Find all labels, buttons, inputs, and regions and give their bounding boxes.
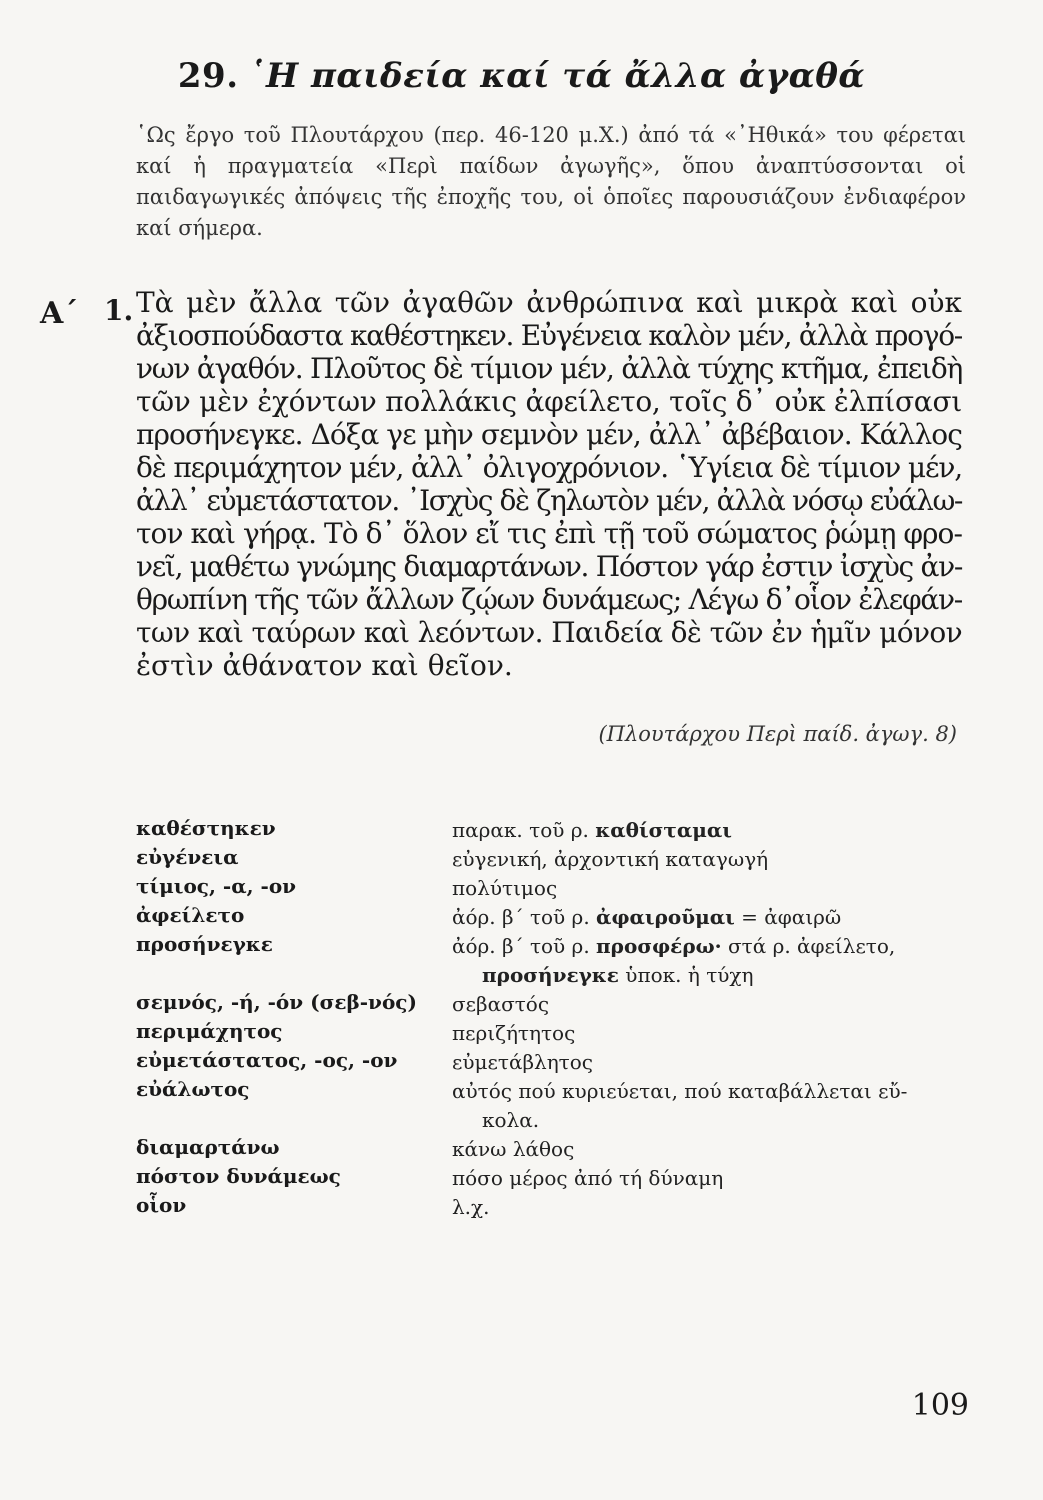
- glossary-definition: εὐμετάβλητος: [452, 1050, 593, 1074]
- text-line: Τὰ μὲν ἄλλα τῶν ἀγαθῶν ἀνθρώπινα καὶ μικρὰ καὶ οὐκ: [136, 286, 962, 319]
- text-line: θρωπίνη τῆς τῶν ἄλλων ζῴων δυνάμεως; Λέγω δ᾿οἷον ἐλεφάν-: [136, 583, 962, 616]
- glossary-definition: ἀόρ. β΄ τοῦ ρ. προσφέρω· στά ρ. ἀφείλετο, προσήνεγκε ὑποκ. ἡ τύχη: [452, 934, 896, 987]
- page-number: 109: [911, 1388, 969, 1423]
- verse-number: 1.: [104, 294, 134, 327]
- text-line: ἀξιοσπούδαστα καθέστηκεν. Εὐγένεια καλὸν μέν, ἀλλὰ προγό-: [136, 319, 962, 352]
- glossary-definition: πολύτιμος: [452, 876, 558, 900]
- chapter-title: [0, 56, 1043, 96]
- text-line: τον καὶ γήρᾳ. Τὸ δ᾿ ὅλον εἴ τις ἐπὶ τῇ τοῦ σώματος ῥώμῃ φρο-: [136, 517, 962, 550]
- glossary-term: οἷον: [136, 1193, 187, 1217]
- glossary-row: [136, 1193, 976, 1222]
- chapter-number: 29.: [177, 56, 239, 96]
- section-mark: Α΄: [40, 296, 79, 331]
- glossary-definition: περιζήτητος: [452, 1021, 576, 1045]
- glossary-row: [136, 932, 976, 990]
- glossary-definition: πόσο μέρος ἀπό τή δύναμη: [452, 1166, 724, 1190]
- glossary-row: [136, 1135, 976, 1164]
- glossary-term: τίμιος, -α, -ον: [136, 874, 297, 898]
- glossary-definition: αὐτός πού κυριεύεται, πού καταβάλλεται εὔ- κολα.: [452, 1079, 908, 1132]
- source-citation: (Πλουτάρχου Περὶ παίδ. ἀγωγ. 8): [598, 722, 957, 746]
- glossary-row: [136, 1077, 976, 1135]
- text-line: προσήνεγκε. Δόξα γε μὴν σεμνὸν μέν, ἀλλ᾿ ἀβέβαιον. Κάλλος: [136, 418, 962, 451]
- glossary-term: εὐάλωτος: [136, 1077, 250, 1101]
- glossary-definition: σεβαστός: [452, 992, 550, 1016]
- glossary-row: [136, 1048, 976, 1077]
- glossary-term: σεμνός, -ή, -όν (σεβ-νός): [136, 990, 417, 1014]
- glossary-row: [136, 874, 976, 903]
- glossary-row: [136, 816, 976, 845]
- glossary-row: [136, 1019, 976, 1048]
- greek-text: [136, 286, 962, 682]
- glossary-term: διαμαρτάνω: [136, 1135, 280, 1159]
- text-line: νων ἀγαθόν. Πλοῦτος δὲ τίμιον μέν, ἀλλὰ τύχης κτῆμα, ἐπειδὴ: [136, 352, 962, 385]
- glossary-term: εὐγένεια: [136, 845, 239, 869]
- text-line: των καὶ ταύρων καὶ λεόντων. Παιδεία δὲ τῶν ἐν ἡμῖν μόνον: [136, 616, 962, 649]
- glossary-row: [136, 990, 976, 1019]
- glossary: [136, 816, 976, 1222]
- glossary-definition: παρακ. τοῦ ρ. καθίσταμαι: [452, 818, 732, 842]
- glossary-row: [136, 903, 976, 932]
- glossary-term: καθέστηκεν: [136, 816, 276, 840]
- glossary-definition: κάνω λάθος: [452, 1137, 575, 1161]
- text-line: ἐστὶν ἀθάνατον καὶ θεῖον.: [136, 649, 513, 682]
- glossary-term: προσήνεγκε: [136, 932, 273, 956]
- text-line: δὲ περιμάχητον μέν, ἀλλ᾿ ὀλιγοχρόνιον. ῾Υγίεια δὲ τίμιον μέν,: [136, 451, 962, 484]
- glossary-definition: εὐγενική, ἀρχοντική καταγωγή: [452, 847, 769, 871]
- text-line: τῶν μὲν ἐχόντων πολλάκις ἀφείλετο, τοῖς δ᾿ οὐκ ἐλπίσασι: [136, 385, 962, 418]
- glossary-definition: ἀόρ. β΄ τοῦ ρ. ἀφαιροῦμαι = ἀφαιρῶ: [452, 905, 842, 929]
- glossary-term: εὐμετάστατος, -ος, -ον: [136, 1048, 398, 1072]
- chapter-title-text: ῾Η παιδεία καί τά ἄλλα ἀγαθά: [248, 56, 866, 96]
- text-line: νεῖ, μαθέτω γνώμης διαμαρτάνων. Πόστον γάρ ἐστιν ἰσχὺς ἀν-: [136, 550, 962, 583]
- glossary-term: πόστον δυνάμεως: [136, 1164, 341, 1188]
- glossary-row: [136, 845, 976, 874]
- text-line: ἀλλ᾿ εὐμετάστατον. ᾿Ισχὺς δὲ ζηλωτὸν μέν, ἀλλὰ νόσῳ εὐάλω-: [136, 484, 962, 517]
- glossary-row: [136, 1164, 976, 1193]
- glossary-term: ἀφείλετο: [136, 903, 245, 927]
- glossary-definition: λ.χ.: [452, 1195, 490, 1219]
- intro-paragraph: ῾Ως ἔργο τοῦ Πλουτάρχου (περ. 46-120 μ.Χ.) ἀπό τά «᾿Ηθικά» του φέρεται καί ἡ πραγματεία «Περὶ παίδων ἀγωγῆς», ὅπου ἀναπτύσσονται οἱ παιδαγωγικές ἀπόψεις τῆς ἐποχῆς του, οἱ ὁποῖες παρουσιάζουν ἐνδιαφέρον καί σήμερα.: [136, 123, 966, 240]
- glossary-term: περιμάχητος: [136, 1019, 283, 1043]
